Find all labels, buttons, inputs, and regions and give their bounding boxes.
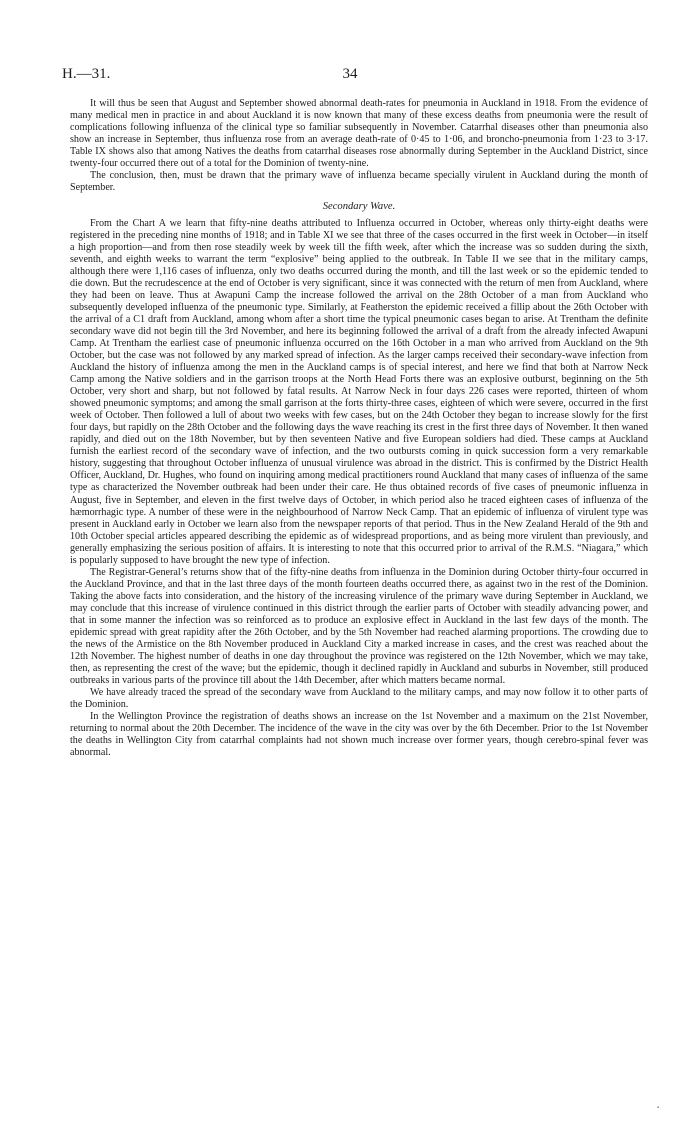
page-number: 34 (342, 66, 358, 82)
section-heading: Secondary Wave. (322, 201, 396, 213)
paragraph: In the Wellington Province the registration of deaths shows an increase on the 1st November and a maximum on the 21st November, returning to normal about the 20th December. The incidence of the wave in the city was over by the 6th December. Prior to the 1st November the deaths in Wellington City from catarrhal complaints had not shown much increase over former years, though cerebro-spinal fever was abnormal. (70, 710, 648, 758)
paragraph: The Registrar-General’s returns show that of the fifty-nine deaths from influenza in the Dominion during October thirty-four occurred in the Auckland Province, and that in the last three days of the month fourteen deaths occurred there, as against two in the rest of the Dominion. Taking the above facts into consideration, and the history of the increasing virulence of the primary wave during September in Auckland, we may conclude that this increase of virulence continued in this district through the earlier parts of October with steadily advancing power, and that in some manner the infection was so reinforced as to produce an explosive effect in Auckland in the last few days of the month. The epidemic spread with great rapidity after the 26th October, and by the 5th November had reached alarming proportions. The crowding due to the news of the Armistice on the 8th November produced in Auckland City a marked increase in cases, and the crest was reached about the 12th November. The highest number of deaths in one day throughout the province was registered on the 12th November, which we may take, then, as representing the crest of the wave; but the epidemic, though it declined rapidly in Auckland and suburbs in November, still produced outbreaks in various parts of the province till about the 14th December, after which matters became normal. (70, 566, 648, 686)
paragraph: From the Chart A we learn that fifty-nine deaths attributed to Influenza occurred in October, whereas only thirty-eight deaths were registered in the preceding nine months of 1918; and in Table XI we see that three of the cases occurred in the first week in October—in itself a high proportion—and from then rose steadily week by week till the fifth week, after which the increase was so sudden during the sixth, seventh, and eighth weeks to warrant the term “explosive” being applied to the outbreak. In Table II we see that in the military camps, although there were 1,116 cases of influenza, only two deaths occurred during the month, and till the last week or so the epidemic tended to die down. But the recrudescence at the end of October is very significant, since it was connected with the return of men from Auckland, where they had been on leave. Thus at Awapuni Camp the increase followed the arrival on the 28th October of a man from Auckland who subsequently developed influenza of the pneumonic type. Similarly, at Featherston the epidemic received a fillip about the 26th October with the arrival of a C1 draft from Auckland, among whom after a short time the typical pneumonic cases began to arise. At Trentham the definite secondary wave did not begin till the 3rd November, and here its beginning followed the arrival of a draft from the already infected Awapuni Camp. At Trentham the earliest case of pneumonic influenza occurred on the 16th October in a man who arrived from Auckland on the 9th October, but the case was not followed by any marked spread of infection. As the larger camps received their secondary-wave infection from Auckland the history of influenza among the men in the Auckland camps is of special interest, and here we find that both at Narrow Neck Camp among the Native soldiers and in the garrison troops at the North Head Forts there was an explosive outburst, beginning on the 5th October, very short and sharp, but not followed by fatal results. At Narrow Neck in four days 226 cases were reported, thirteen of whom showed pneumonic symptoms; and among the small garrison at the forts thirty-three cases, eighteen of which were severe, occurred in the first week of October. Then followed a lull of about two weeks with few cases, but on the 24th October they began to increase slowly for the first four days, but rapidly on the 28th October and the following days the wave reaching its crest in the first three days of November. It then waned rapidly, and died out on the 18th November, but by then seventeen Native and five European soldiers had died. These camps at Auckland furnish the earliest record of the secondary wave of infection, and the two outbursts coming in quick succession form a very remarkable history, suggesting that throughout October influenza of unusual virulence was abroad in the district. This is confirmed by the District Health Officer, Auckland, Dr. Hughes, who found on inquiring among medical practitioners round Auckland that many cases of influenza of the same type as characterized the November outbreak had been under their care. He thus obtained records of five cases of pneumonic influenza in August, five in September, and eleven in the first twelve days of October, in which period also he traced eighteen cases of influenza of the hæmorrhagic type. A number of these were in the neighbourhood of Narrow Neck Camp. That an epidemic of influenza of virulent type was present in Auckland early in October we learn also from the newspaper reports of that period. Thus in the New Zealand Herald of the 9th and 10th October special articles appeared describing the epidemic as of widespread proportions, and as being more virulent than previously, and generally emphasizing the serious position of affairs. It is interesting to note that this occurred prior to arrival of the R.M.S. “Niagara,” which is popularly supposed to have brought the new type of infection. (70, 218, 648, 566)
paragraph: It will thus be seen that August and September showed abnormal death-rates for pneumonia in Auckland in 1918. From the evidence of many medical men in practice in and about Auckland it is now known that many of these excess deaths from pneumonia were the result of complications following influenza of the clinical type so familiar subsequently in November. Catarrhal diseases other than pneumonia also show an increase in September, thus influenza rose from an average death-rate of 0·45 to 1·06, and broncho-pneumonia from 1·23 to 3·17. Table IX shows also that among Natives the deaths from catarrhal diseases rose abnormally during September in the Auckland District, since twenty-four occurred there out of a total for the Dominion of twenty-nine. (70, 98, 648, 170)
paragraph: The conclusion, then, must be drawn that the primary wave of influenza became specially virulent in Auckland during the month of September. (70, 170, 648, 194)
body-text (70, 98, 648, 759)
page-header (62, 66, 638, 86)
document-reference: H.—31. (62, 66, 111, 82)
scan-mark: ⋅ (656, 1102, 660, 1114)
paragraph: We have already traced the spread of the secondary wave from Auckland to the military camps, and may now follow it to other parts of the Dominion. (70, 686, 648, 710)
